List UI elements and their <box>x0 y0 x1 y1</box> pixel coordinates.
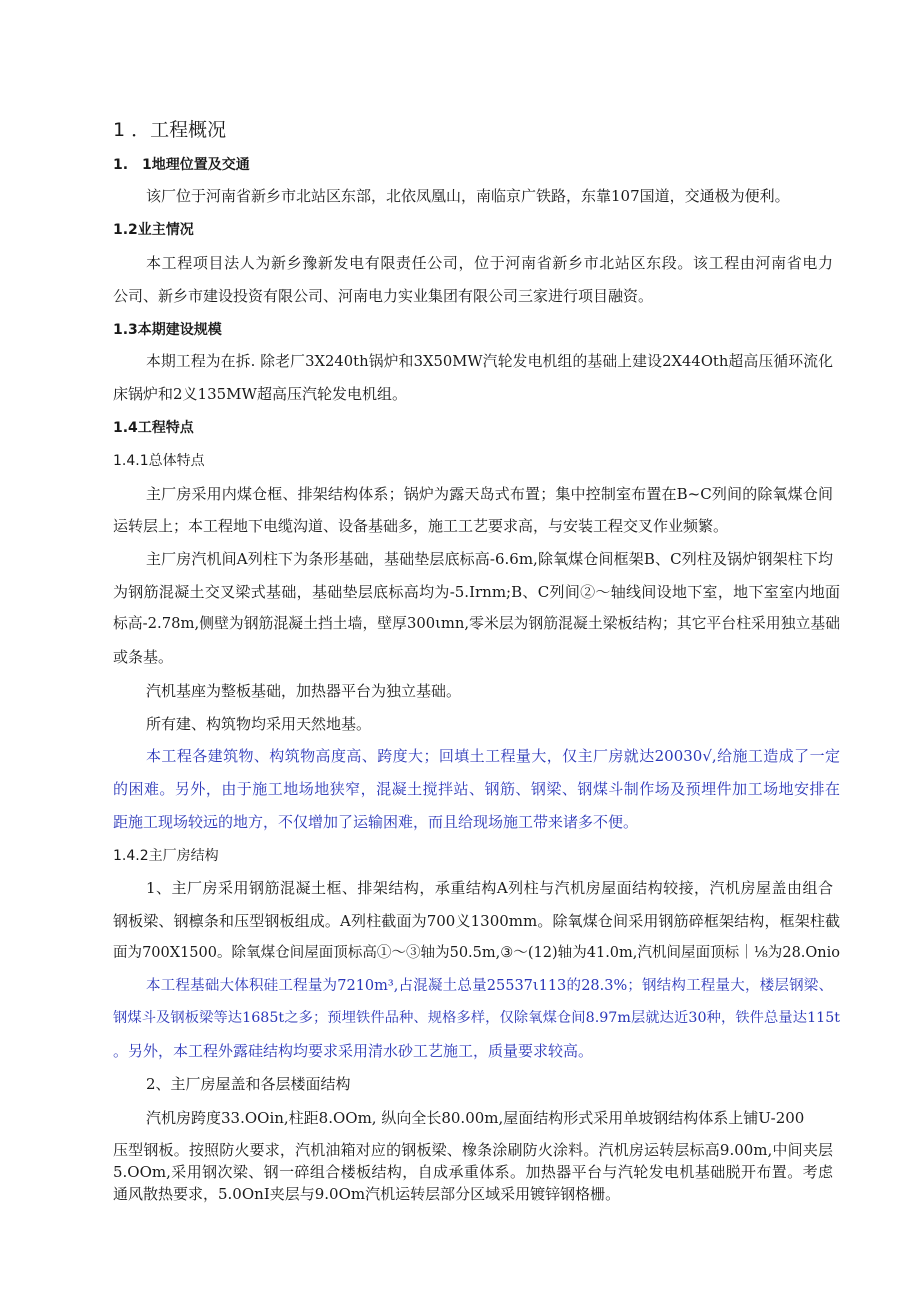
paragraph-line: 该厂位于河南省新乡市北站区东部，北依凤凰山，南临京广铁路，东靠107国道，交通极为便利。 <box>146 187 790 205</box>
highlighted-paragraph-line: 。另外，本工程外露硅结构均要求采用清水砂工艺施工，质量要求较高。 <box>113 1042 594 1060</box>
paragraph-line: 汽机房跨度33.OOin,柱距8.OOm, 纵向全长80.00m,屋面结构形式采用单坡钢结构体系上铺U-200 <box>146 1109 805 1127</box>
subsection-title-1-3: 1.3本期建设规模 <box>113 322 222 338</box>
subsection-title-1-1: 1. 1地理位置及交通 <box>113 157 250 173</box>
paragraph-line: 汽机基座为整板基础，加热器平台为独立基础。 <box>146 682 462 700</box>
subsection-title-1-4: 1.4工程特点 <box>113 420 194 436</box>
paragraph-line: 主厂房采用内煤仓框、排架结构体系；锅炉为露天岛式布置；集中控制室布置在B~C列间的除氧煤仓间 <box>146 485 833 503</box>
highlighted-paragraph-line: 距施工现场较远的地方，不仅增加了运输困难，而且给现场施工带来诸多不便。 <box>113 813 639 831</box>
paragraph-line: 床锅炉和2义135MW超高压汽轮发电机组。 <box>113 385 407 403</box>
paragraph-line: 标高-2.78m,侧壁为钢筋混凝土挡土墙，壁厚300ιmn,零米层为钢筋混凝土梁板结构；其它平台柱采用独立基础 <box>113 615 840 632</box>
highlighted-paragraph-line: 本工程基础大体积硅工程量为7210m³,占混凝土总量25537ι113的28.3%；钢结构工程量大，楼层钢梁、 <box>146 978 833 994</box>
paragraph-line: 所有建、构筑物均采用天然地基。 <box>146 715 372 733</box>
paragraph-line: 5.OOm,采用钢次梁、钢一碎组合楼板结构，自成承重体系。加热器平台与汽轮发电机基础脱开布置。考虑 <box>113 1163 833 1181</box>
paragraph-line: 本工程项目法人为新乡豫新发电有限责任公司，位于河南省新乡市北站区东段。该工程由河南省电力 <box>146 254 833 272</box>
paragraph-line: 运转层上；本工程地下电缆沟道、设备基础多，施工工艺要求高，与安装工程交叉作业频繁。 <box>113 517 729 535</box>
paragraph-line: 压型钢板。按照防火要求，汽机油箱对应的钢板梁、橡条涂刷防火涂料。汽机房运转层标高9.00m,中间夹层 <box>113 1141 833 1159</box>
paragraph-line: 主厂房汽机间A列柱下为条形基础，基础垫层底标高-6.6m,除氧煤仓间框架B、C列柱及锅炉钢架柱下均 <box>146 550 833 568</box>
highlighted-paragraph-line: 钢煤斗及钢板梁等达1685t之多；预埋铁件品种、规格多样，仅除氧煤仓间8.97m层就达近30种，铁件总量达115t <box>113 1010 840 1026</box>
paragraph-line: 通风散热要求，5.0OnI夹层与9.0Om汽机运转层部分区域采用镀锌钢格栅。 <box>113 1185 621 1203</box>
paragraph-line: 2、主厂房屋盖和各层楼面结构 <box>146 1075 351 1093</box>
paragraph-line: 为钢筋混凝土交叉梁式基础，基础垫层底标高均为-5.Irnm;B、C列间②～轴线间设地下室，地下室室内地面 <box>113 583 840 601</box>
subsection-title-1-2: 1.2业主情况 <box>113 222 194 238</box>
paragraph-line: 1、主厂房采用钢筋混凝土框、排架结构，承重结构A列柱与汽机房屋面结构较接，汽机房屋盖由组合 <box>146 879 833 897</box>
highlighted-paragraph-line: 本工程各建筑物、构筑物高度高、跨度大；回填土工程量大，仅主厂房就达20030√,给施工造成了一定 <box>146 747 840 765</box>
paragraph-line: 面为700X1500。除氧煤仓间屋面顶标高①～③轴为50.5m,③～(12)轴为41.0m,汽机间屋面顶标｜⅛为28.Onio <box>113 945 840 961</box>
highlighted-paragraph-line: 的困难。另外，由于施工地场地狭窄，混凝土搅拌站、钢筋、钢梁、钢煤斗制作场及预埋件加工场地安排在 <box>113 780 840 798</box>
paragraph-line: 公司、新乡市建设投资有限公司、河南电力实业集团有限公司三家进行项目融资。 <box>113 287 654 305</box>
subsubsection-title-1-4-1: 1.4.1总体特点 <box>113 453 205 469</box>
subsubsection-title-1-4-2: 1.4.2主厂房结构 <box>113 848 219 864</box>
section-heading: 1 ．工程概况 <box>113 119 227 141</box>
paragraph-line: 本期工程为在拆. 除老厂3X240th锅炉和3X50MW汽轮发电机组的基础上建设2X44Oth超高压循环流化 <box>146 353 833 370</box>
paragraph-line: 或条基。 <box>113 648 174 666</box>
paragraph-line: 钢板梁、钢檩条和压型钢板组成。A列柱截面为700义1300mm。除氧煤仓间采用钢筋碎框架结构，框架柱截 <box>113 912 840 930</box>
